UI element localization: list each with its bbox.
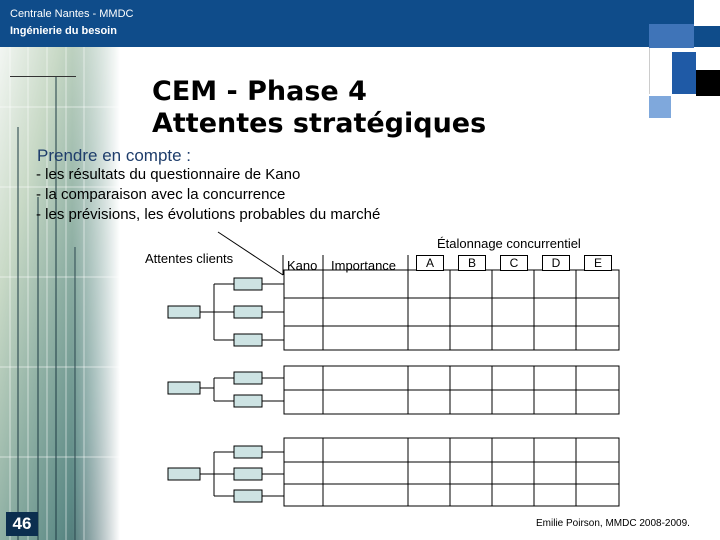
header-school-name: Centrale Nantes - MMDC — [10, 8, 134, 20]
category-box — [168, 382, 200, 394]
competitor-e-header: E — [584, 255, 612, 271]
row-header-customer-expectations: Attentes clients — [145, 251, 234, 266]
column-header-benchmarking: Étalonnage concurrentiel — [437, 236, 581, 251]
bullet-item: - les résultats du questionnaire de Kano — [36, 166, 301, 183]
footer-credit: Emilie Poirson, MMDC 2008-2009. — [536, 518, 690, 529]
competitor-c-header: C — [500, 255, 528, 271]
attribute-box — [234, 372, 262, 384]
page-number: 46 — [6, 512, 38, 536]
competitor-b-header: B — [458, 255, 486, 271]
category-box — [168, 468, 200, 480]
header-course-name: Ingénierie du besoin — [10, 25, 117, 37]
slide-title-line-2: Attentes stratégiques — [152, 108, 487, 139]
column-header-importance: Importance — [331, 258, 397, 273]
attribute-box — [234, 468, 262, 480]
bullet-item: - la comparaison avec la concurrence — [36, 186, 286, 203]
attribute-box — [234, 334, 262, 346]
attribute-box — [234, 306, 262, 318]
attribute-box — [234, 278, 262, 290]
bullet-item: - les prévisions, les évolutions probables du marché — [36, 206, 381, 223]
column-header-kano: Kano — [287, 258, 318, 273]
intro-text: Prendre en compte : — [37, 146, 192, 165]
attribute-box — [234, 446, 262, 458]
category-box — [168, 306, 200, 318]
competitor-a-header: A — [416, 255, 444, 271]
slide-title-line-1: CEM - Phase 4 — [152, 76, 367, 107]
attribute-box — [234, 490, 262, 502]
competitor-d-header: D — [542, 255, 570, 271]
attribute-box — [234, 395, 262, 407]
